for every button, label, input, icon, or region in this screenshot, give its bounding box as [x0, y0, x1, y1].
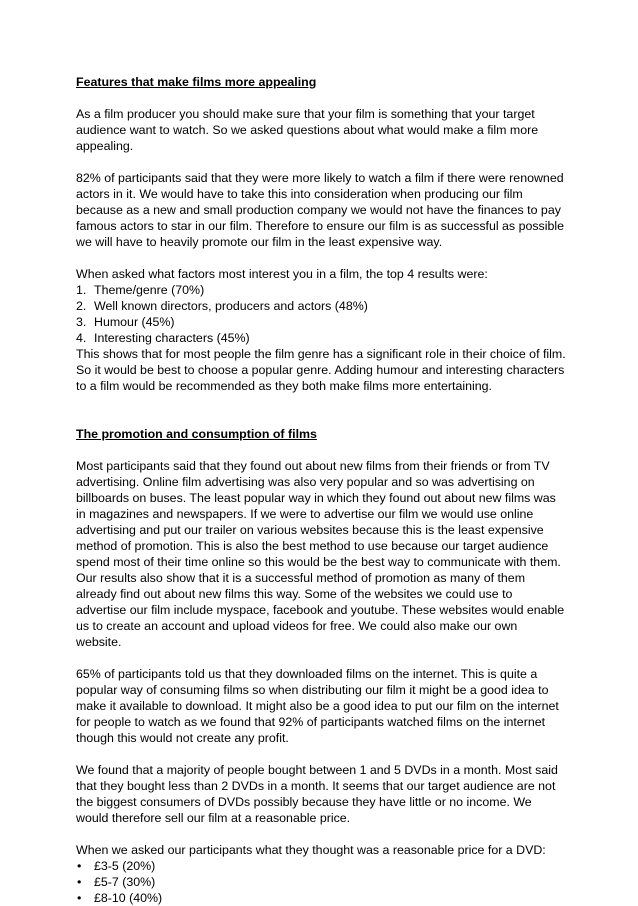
- list-item-text: Theme/genre (70%): [94, 283, 205, 297]
- spacer: [76, 826, 566, 842]
- price-list: [76, 858, 566, 906]
- factors-list: [76, 282, 566, 346]
- list-item-text: Interesting characters (45%): [94, 331, 250, 345]
- list-number: 1.: [76, 283, 87, 297]
- section-heading-promotion: The promotion and consumption of films: [76, 427, 317, 441]
- list-item-text: £8-10 (40%): [94, 891, 163, 905]
- list-number: 2.: [76, 299, 87, 313]
- list-number: 4.: [76, 331, 87, 345]
- bullet-icon: •: [77, 875, 82, 889]
- download-paragraph: 65% of participants told us that they downloaded films on the internet. This is quite a popular way of consuming films so when distributing our film it might be a good idea to make it available to download. It might also be a good idea to put our film on the internet for people to watch as we found that 92% of participants watched films on the internet though this would not create any profit.: [76, 667, 559, 745]
- spacer: [76, 90, 566, 106]
- spacer: [76, 250, 566, 266]
- spacer: [76, 442, 566, 458]
- factors-conclusion: This shows that for most people the film genre has a significant role in their choice of film. So it would be best to choose a popular genre. Adding humour and interesting characters to a film would be recommended as they both make films more entertaining.: [76, 347, 566, 393]
- spacer: [76, 394, 566, 426]
- list-item: [76, 282, 566, 298]
- list-item: [76, 858, 566, 874]
- document-page: [76, 74, 566, 906]
- spacer: [76, 746, 566, 762]
- factors-intro: When asked what factors most interest you in a film, the top 4 results were:: [76, 267, 488, 281]
- list-item-text: Well known directors, producers and actors (48%): [94, 299, 368, 313]
- actors-paragraph: 82% of participants said that they were more likely to watch a film if there were renowned actors in it. We would have to take this into consideration when producing our film because as a new and small production company we would not have the finances to pay famous actors to star in our film. Therefore to ensure our film is as successful as possible we will have to heavily promote our film in the least expensive way.: [76, 171, 565, 249]
- section-heading-features: Features that make films more appealing: [76, 75, 317, 89]
- list-item-text: £3-5 (20%): [94, 859, 156, 873]
- spacer: [76, 154, 566, 170]
- list-item: [76, 874, 566, 890]
- dvd-paragraph: We found that a majority of people bought between 1 and 5 DVDs in a month. Most said that they bought less than 2 DVDs in a month. It seems that our target audience are not the biggest consumers of DVDs possibly because they have little or no income. We would therefore sell our film at a reasonable price.: [76, 763, 558, 825]
- intro-paragraph: As a film producer you should make sure that your film is something that your target audience want to watch. So we asked questions about what would make a film more appealing.: [76, 107, 539, 153]
- list-item-text: Humour (45%): [94, 315, 175, 329]
- bullet-icon: •: [77, 891, 82, 905]
- price-intro: When we asked our participants what they thought was a reasonable price for a DVD:: [76, 843, 546, 857]
- list-item-text: £5-7 (30%): [94, 875, 156, 889]
- spacer: [76, 650, 566, 666]
- list-item: [76, 890, 566, 906]
- list-item: [76, 314, 566, 330]
- bullet-icon: •: [77, 859, 82, 873]
- promotion-paragraph: Most participants said that they found out about new films from their friends or from TV advertising. Online film advertising was also very popular and so was advertising on billboards on buses. The least popular way in which they found out about new films was in magazines and newspapers. If we were to advertise our film we would use online advertising and put our trailer on various websites because this is the least expensive method of promotion. This is also the best method to use because our target audience spend most of their time online so this would be the best way to communicate with them. Our results also show that it is a successful method of promotion as many of them already find out about new films this way. Some of the websites we could use to advertise our film include myspace, facebook and youtube. These websites would enable us to create an account and upload videos for free. We could also make our own website.: [76, 459, 565, 649]
- list-item: [76, 330, 566, 346]
- list-item: [76, 298, 566, 314]
- list-number: 3.: [76, 315, 87, 329]
